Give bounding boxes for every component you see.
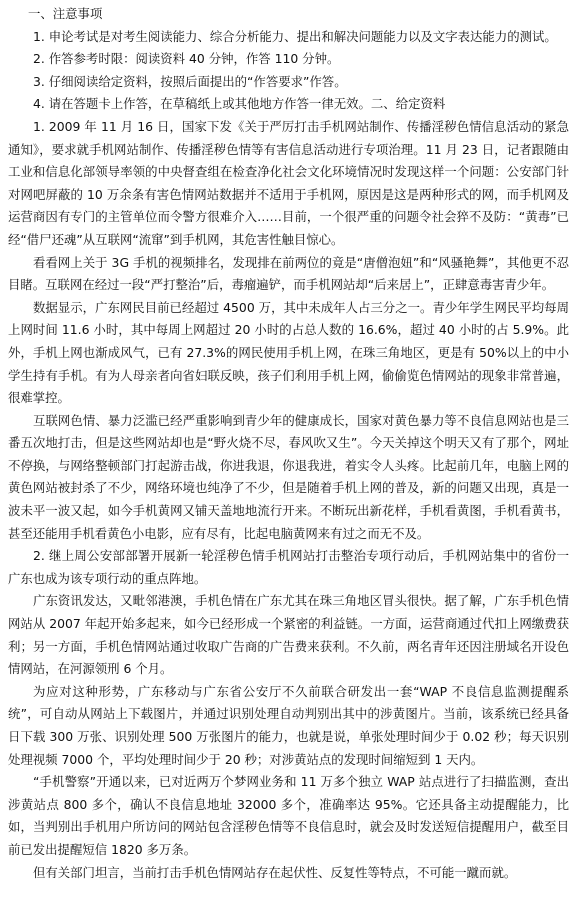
section-title: 一、注意事项: [28, 6, 103, 21]
material-paragraph-7: 为应对这种形势，广东移动与广东省公安厅不久前联合研发出一套“WAP 不良信息监测提醒系统”，可自动从网站上下载图片，并通过识别处理自动判别出其中的涉黄图片。当前，该系统已经具备日下载 300 万张、识别处理 500 万张图片的能力，也就是说，单张处理时间少于 0.02 秒；每天识别处理视频 7000 个，平均处理时间少于 20 秒；对涉黄站点的发现时间缩短到 1 天内。: [8, 683, 569, 767]
note-1: 1. 申论考试是对考生阅读能力、综合分析能力、提出和解决问题能力以及文字表达能力的测试。: [33, 28, 557, 44]
material-paragraph-4: 互联网色情、暴力泛滥已经严重影响到青少年的健康成长，国家对黄色暴力等不良信息网站也是三番五次地打击，但是这些网站却也是“野火烧不尽，春风吹又生”。今天关掉这个明天又有了那个，网址不停换，与网络整顿部门打起游击战，你进我退，你退我进，着实令人头疼。比起前几年，电脑上网的黄色网站被封杀了不少，网络环境也纯净了不少，但是随着手机上网的普及，新的问题又出现，真是一波未平一波又起，如今手机黄网又铺天盖地地流行开来。不断玩出新花样，手机看黄图，手机看黄书，甚至还能用手机看黄色小电影，应有尽有，比起电脑黄网来有过之而无不及。: [8, 412, 569, 541]
material-paragraph-9: 但有关部门坦言，当前打击手机色情网站存在起伏性、反复性等特点，不可能一蹴而就。: [33, 864, 517, 880]
note-4: 4. 请在答题卡上作答，在草稿纸上或其他地方作答一律无效。二、给定资料: [33, 96, 446, 112]
material-paragraph-5: 2. 继上周公安部部署开展新一轮淫秽色情手机网站打击整治专项行动后，手机网站集中的省份一广东也成为该专项行动的重点阵地。: [8, 548, 569, 586]
material-paragraph-2: 看看网上关于 3G 手机的视频排名，发现排在前两位的竟是“唐僧泡妞”和“风骚艳舞”，其他更不忍目睹。互联网在经过一段“严打整治”后，毒瘤遍铲，而手机网站却“后来居上”，正肆意毒害青少年。: [8, 254, 569, 293]
material-paragraph-6: 广东资讯发达，又毗邻港澳，手机色情在广东尤其在珠三角地区冒头很快。据了解，广东手机色情网站从 2007 年起开始多起来，如今已经形成一个紧密的利益链。一方面，运营商通过代扣上网缴费获利；另一方面，手机色情网站通过收取广告商的广告费来获利。不久前，两名青年还因注册域名开设色情网站，在河源领刑 6 个月。: [8, 593, 569, 677]
material-paragraph-8: “手机警察”开通以来，已对近两万个梦网业务和 11 万多个独立 WAP 站点进行了扫描监测，查出涉黄站点 800 多个，确认不良信息地址 32000 多个，准确率达 95%。它还具备主动提醒能力，比如，当判别出手机用户所访问的网站包含淫秽色情等不良信息时，就会及时发送短信提醒用户，截至目前已发出提醒短信 1820 多万条。: [8, 774, 569, 857]
material-paragraph-1: 1. 2009 年 11 月 16 日，国家下发《关于严厉打击手机网站制作、传播淫秽色情信息活动的紧急通知》，要求就手机网站制作、传播淫秽色情等有害信息活动进行专项治理。11 月 23 日，记者跟随由工业和信息化部领导率领的中央督查组在检查净化社会文化环境情况时发现这样一个问题：公安部门针对网吧屏蔽的 10 万余条有害色情网站数据并不适用于手机网，原因是这是两种形式的网，而手机网及运营商因有专门的主管单位而令警方很难介入……目前，一个很严重的问题令社会猝不及防：“黄毒”已经“借尸还魂”从互联网“流窜”到手机网，其危害性触目惊心。: [8, 118, 569, 247]
note-2: 2. 作答参考时限：阅读资料 40 分钟，作答 110 分钟。: [33, 51, 340, 67]
note-3: 3. 仔细阅读给定资料，按照后面提出的“作答要求”作答。: [33, 73, 347, 89]
material-paragraph-3: 数据显示，广东网民目前已经超过 4500 万，其中未成年人占三分之一。青少年学生网民平均每周上网时间 11.6 小时，其中每周上网超过 20 小时的占总人数的 16.6%，超过 40 小时的占 5.9%。此外，手机上网也渐成风气，已有 27.3%的网民使用手机上网，在珠三角地区，更是有 50%以上的中小学生持有手机。有为人母亲者向省妇联反映，孩子们利用手机上网，偷偷览色情网站的现象非常普遍，很难掌控。: [8, 299, 569, 406]
